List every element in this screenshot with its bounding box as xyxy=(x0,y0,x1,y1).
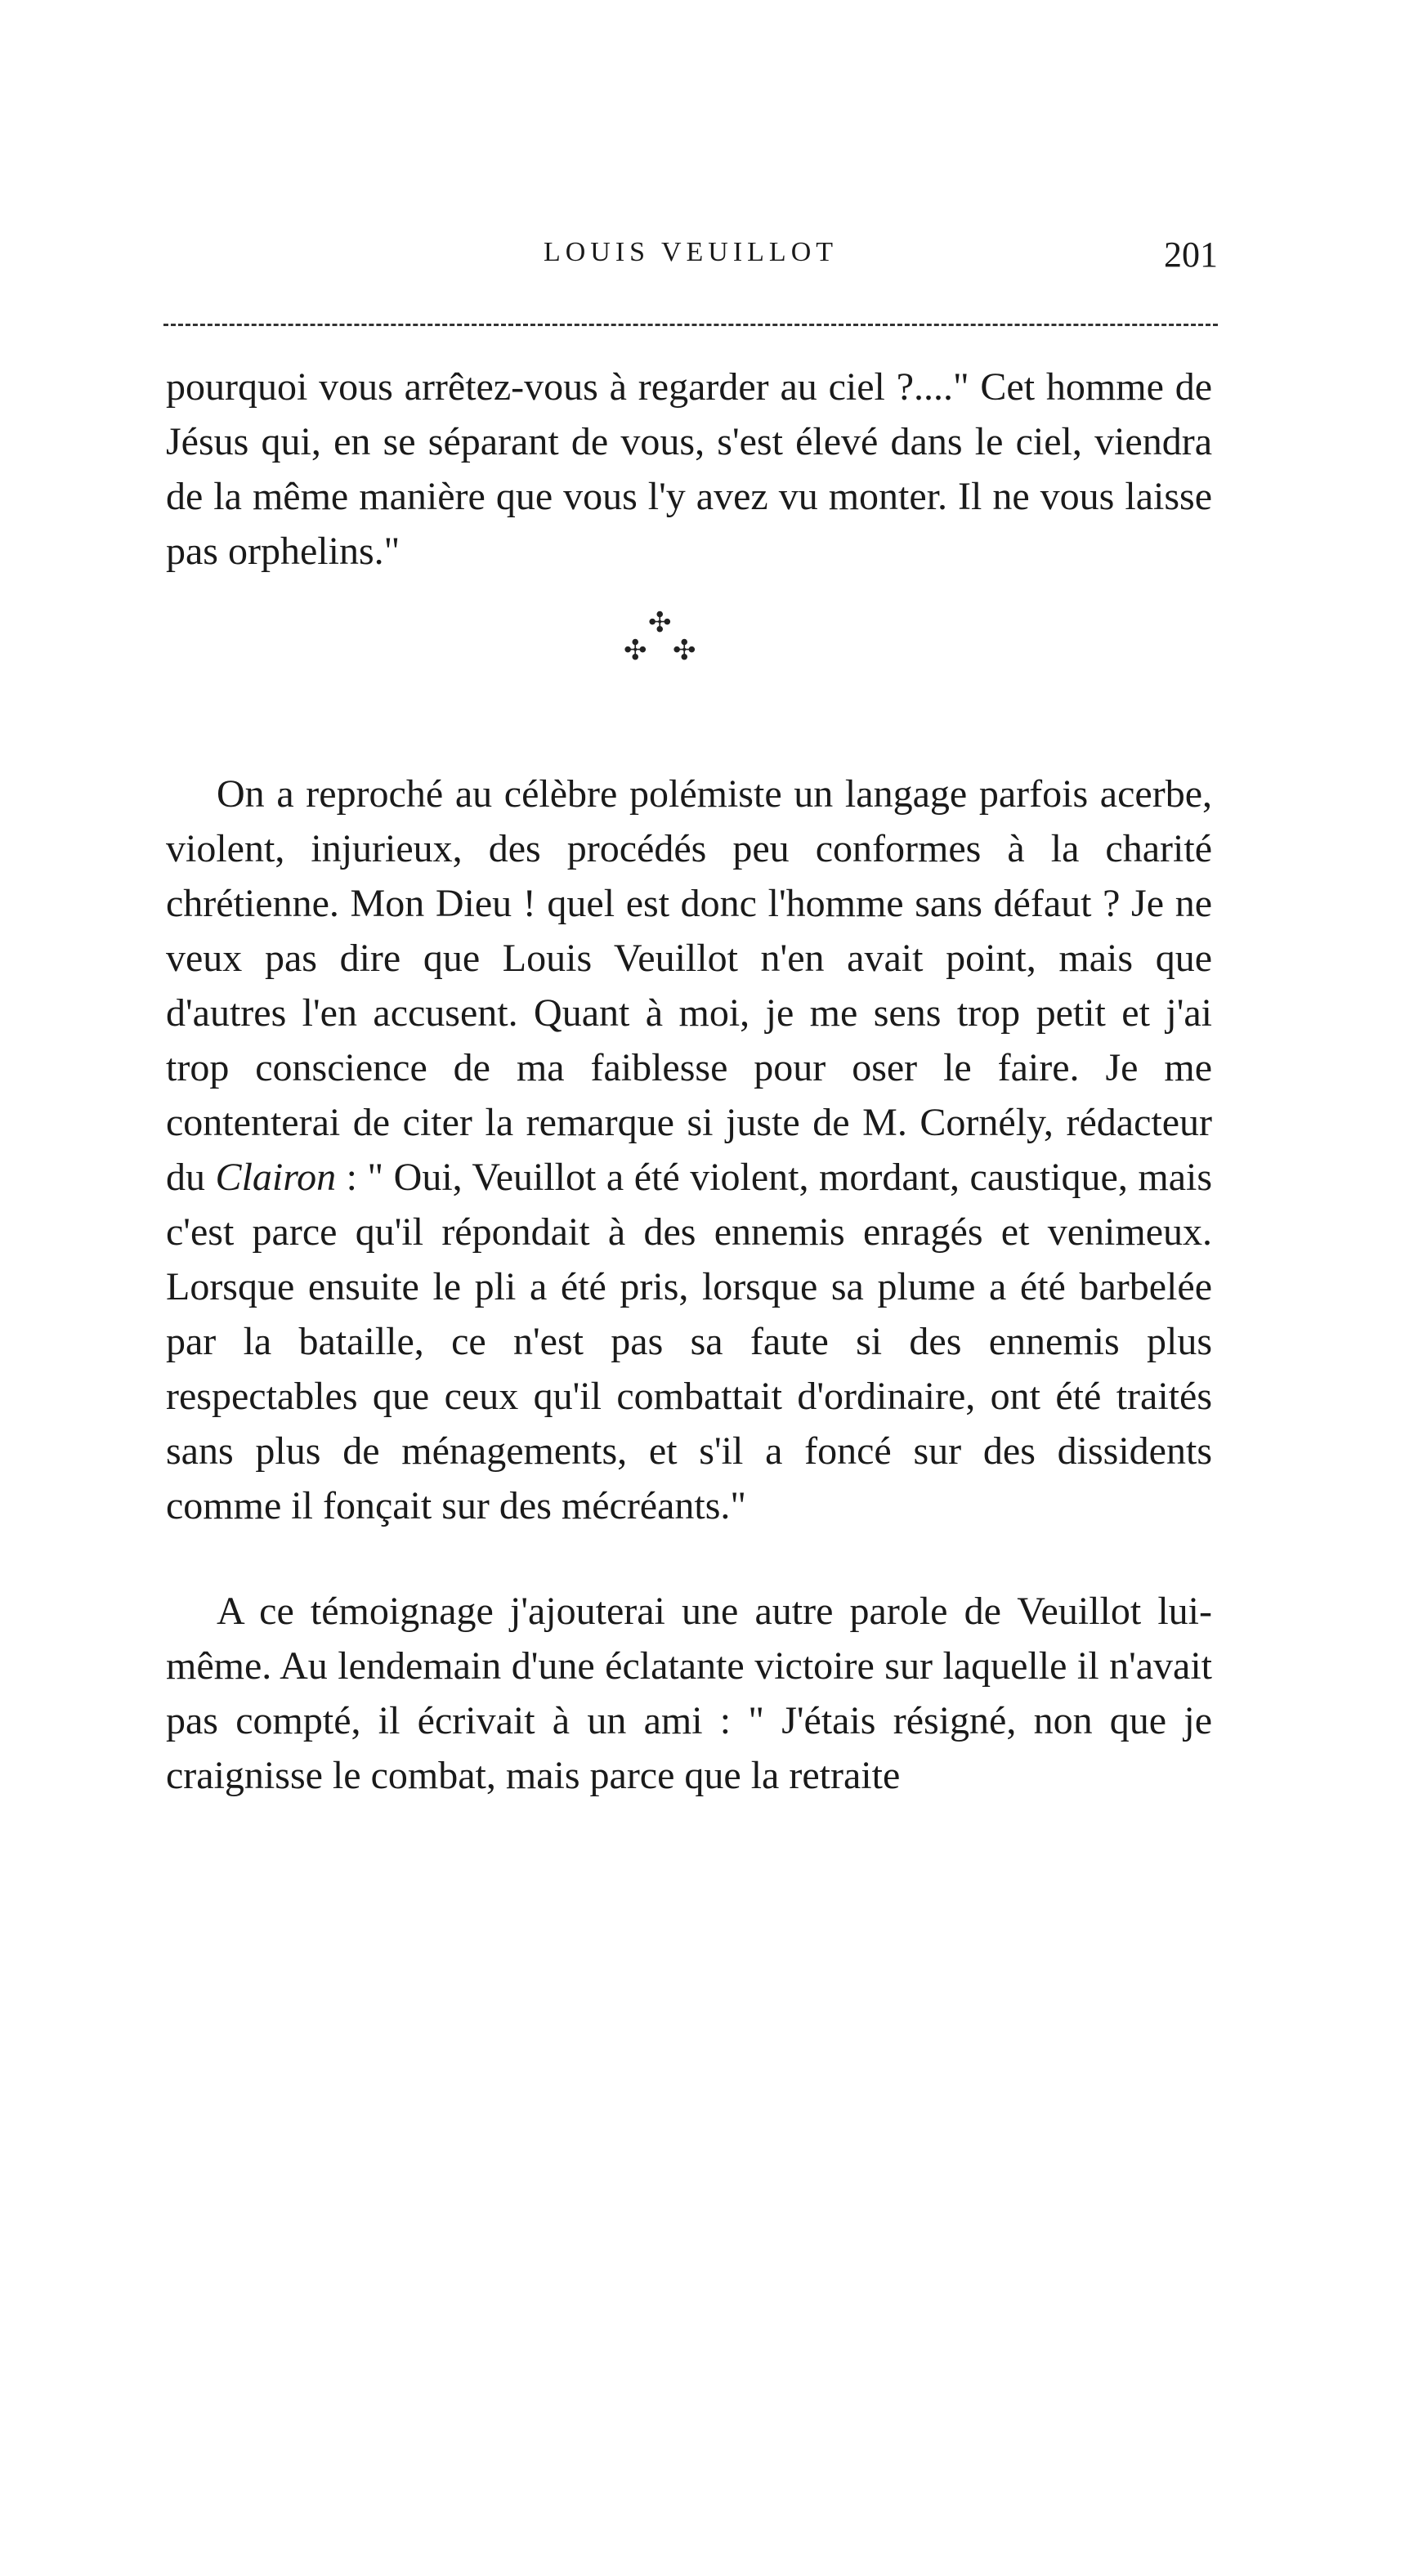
paragraph-text: : " Oui, Veuillot a été violent, mordant, caustique, mais c'est parce qu'il répondait à des ennemis enragés et venimeux. Lorsque ensuite le pli a été pris, lorsque sa plume a été barbelée par la bataille, ce n'est pas sa faute si des ennemis plus respectables que ceux qu'il combattait d'ordinaire, ont été traités sans plus de ménagements, et s'il a foncé sur des dissidents comme il fonçait sur des mécréants." xyxy=(166,1156,1213,1527)
asterism-star-icon: ✣ xyxy=(648,608,672,638)
running-title: LOUIS VEUILLOT xyxy=(543,237,839,267)
paragraph-gap xyxy=(166,1533,1212,1584)
asterism-star-icon: ✣ xyxy=(624,636,647,666)
page-header xyxy=(163,237,1218,286)
asterism-star-icon: ✣ xyxy=(673,636,696,666)
paragraph-continuation: pourquoi vous arrêtez-vous à regarder au ciel ?...." Cet homme de Jésus qui, en se séparant de vous, s'est élevé dans le ciel, viendra de la même manière que vous l'y avez vu monter. Il ne vous laisse pas orphelins." xyxy=(166,365,1212,573)
paragraph-text: On a reproché au célèbre polémiste un langage parfois acerbe, violent, injurieux, des procédés peu conformes à la charité chrétienne. Mon Dieu ! quel est donc l'homme sans défaut ? Je ne veux pas dire que Louis Veuillot n'en avait point, mais que d'autres l'en accusent. Quant à moi, je me sens trop petit et j'ai trop conscience de ma faiblesse pour oser le faire. Je me contenterai de citer la remarque si juste de M. Cornély, rédacteur du xyxy=(166,772,1212,1199)
body-text xyxy=(166,360,1212,1803)
paragraph-cornely xyxy=(166,767,1212,1533)
newspaper-title: Clairon xyxy=(215,1156,337,1199)
paragraph-temoignage: A ce témoignage j'ajouterai une autre parole de Veuillot lui-même. Au lendemain d'une éclatante victoire sur laquelle il n'avait pas compté, il écrivait à un ami : " J'étais résigné, non que je craignisse le combat, mais parce que la retraite xyxy=(166,1590,1212,1797)
section-break-asterism xyxy=(166,579,1212,767)
header-rule xyxy=(163,324,1218,326)
page-number: 201 xyxy=(1164,235,1218,275)
